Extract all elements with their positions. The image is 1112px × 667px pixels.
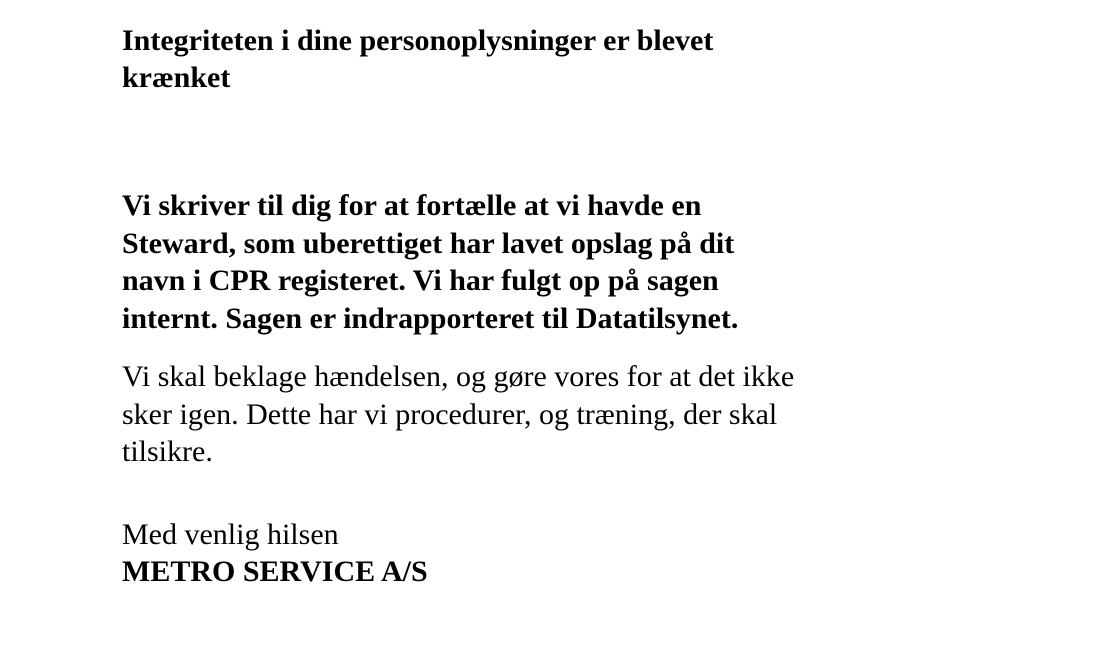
letter-title: Integriteten i dine personoplysninger er blevet krænket [122,24,714,94]
letter-document [122,22,802,591]
intro-paragraph: Vi skriver til dig for at fortælle at vi havde en Steward, som uberettiget har lavet opslag på dit navn i CPR registeret. Vi har fulgt op på sagen internt. Sagen er indrapporteret til Datatilsynet. [122,189,739,335]
apology-paragraph: Vi skal beklage hændelsen, og gøre vores for at det ikke sker igen. Dette har vi procedurer, og træning, der skal tilsikre. [122,360,795,468]
company-signature: METRO SERVICE A/S [122,555,428,588]
closing-salutation: Med venlig hilsen [122,517,339,551]
